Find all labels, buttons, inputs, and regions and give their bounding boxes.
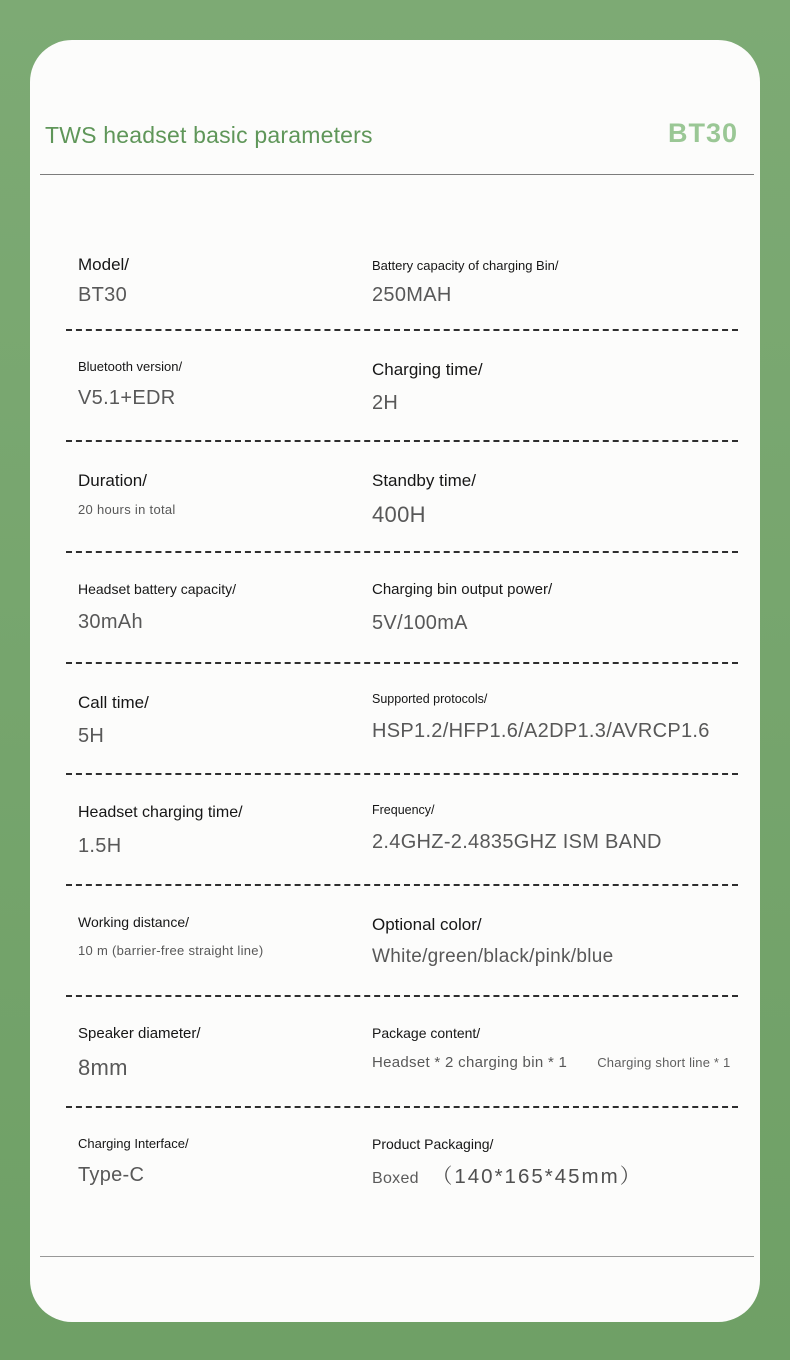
spec-label: Package content/: [372, 1025, 481, 1041]
spec-cell: [372, 1136, 740, 1256]
spec-value: 2H: [372, 392, 399, 415]
spec-value: 5V/100mA: [372, 611, 468, 634]
spec-cell: [78, 1136, 372, 1256]
spec-label: Headset charging time/: [78, 804, 243, 821]
spec-label: Supported protocols/: [372, 692, 488, 706]
spec-label: Optional color/: [372, 915, 482, 934]
spec-cell: [372, 359, 740, 440]
spec-label: Standby time/: [372, 471, 476, 490]
spec-value: HSP1.2/HFP1.6/A2DP1.3/AVRCP1.6: [372, 719, 710, 742]
spec-row-speaker: [30, 997, 760, 1106]
spec-label: Charging Interface/: [78, 1136, 189, 1151]
spec-value: 30mAh: [78, 610, 143, 633]
card-header: [30, 40, 760, 149]
spec-row-bluetooth: [30, 331, 760, 440]
spec-value: Type-C: [78, 1164, 145, 1187]
spec-cell: [78, 470, 372, 551]
spec-cell: [78, 1025, 372, 1106]
spec-row-duration: [30, 442, 760, 551]
spec-card: [30, 40, 760, 1322]
spec-label: Bluetooth version/: [78, 359, 183, 374]
spec-label: Charging bin output power/: [372, 581, 553, 598]
spec-label: Duration/: [78, 471, 147, 490]
spec-label: Frequency/: [372, 803, 435, 817]
spec-value: 250MAH: [372, 284, 452, 306]
spec-value-extra: Charging short line * 1: [597, 1054, 731, 1070]
spec-value: 5H: [78, 725, 105, 748]
spec-label: Charging time/: [372, 360, 483, 379]
spec-cell: [372, 914, 740, 995]
model-badge: BT30: [667, 118, 738, 148]
spec-row-headset-charging: [30, 775, 760, 884]
spec-label: Model/: [78, 254, 130, 274]
spec-value: 400H: [372, 502, 426, 528]
spec-cell: [78, 239, 372, 329]
spec-cell: [372, 692, 740, 773]
spec-row-headset-battery: [30, 553, 760, 662]
spec-row-charging-interface: [30, 1108, 760, 1256]
spec-value: White/green/black/pink/blue: [372, 946, 614, 968]
spec-cell: [372, 581, 740, 662]
spec-cell: [372, 1025, 740, 1106]
page-title: TWS headset basic parameters: [45, 122, 373, 148]
spec-row-call-time: [30, 664, 760, 773]
spec-value: 20 hours in total: [78, 502, 176, 518]
spec-label: Product Packaging/: [372, 1136, 494, 1152]
spec-label: Speaker diameter/: [78, 1025, 201, 1042]
spec-value: 8mm: [78, 1054, 128, 1080]
spec-value: 10 m (barrier-free straight line): [78, 942, 264, 958]
spec-row-model: [30, 175, 760, 329]
spec-label: Call time/: [78, 693, 149, 712]
spec-cell: [78, 359, 372, 440]
spec-cell: [78, 692, 372, 773]
spec-cell: [78, 581, 372, 662]
spec-value-extra: （140*165*45mm）: [431, 1164, 643, 1188]
spec-row-working-distance: [30, 886, 760, 995]
spec-value: BT30: [78, 284, 128, 306]
spec-label: Headset battery capacity/: [78, 581, 236, 597]
spec-value: Headset * 2 charging bin * 1: [372, 1053, 568, 1071]
footer-divider: [40, 1256, 754, 1257]
spec-value: 1.5H: [78, 835, 122, 857]
spec-cell: [78, 803, 372, 884]
spec-value: V5.1+EDR: [78, 387, 176, 410]
spec-value: Boxed: [372, 1169, 419, 1187]
spec-cell: [372, 239, 740, 329]
spec-cell: [372, 803, 740, 884]
spec-cell: [372, 470, 740, 551]
spec-label: Working distance/: [78, 914, 190, 930]
spec-value: 2.4GHZ-2.4835GHZ ISM BAND: [372, 830, 662, 853]
spec-cell: [78, 914, 372, 995]
spec-label: Battery capacity of charging Bin/: [372, 258, 559, 274]
